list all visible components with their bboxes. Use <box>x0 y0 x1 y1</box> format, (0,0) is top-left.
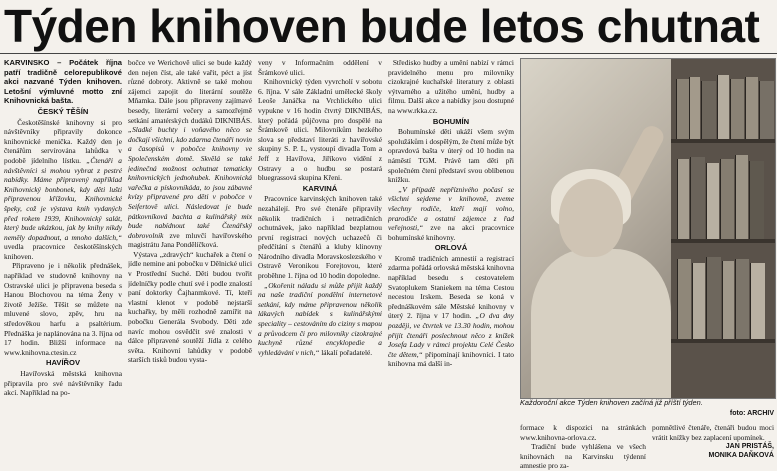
body-text: Havířovská městská knihovna připravila pro své návštěvníky řadu akcí. Například na po- <box>4 369 122 398</box>
body-text: Tradiční bude vyhlášena ve všech knihovnách na Karvinsku týdenní amnestie pro za- <box>520 442 646 471</box>
body-text: Bohumínské děti ukáží všem svým spolužákům i dospělým, že čtení může být opravdová bašta v úterý od 10 hodin na náměstí TGM. Právě tam děti při společném čtení představí svou oblíbenou knížku. <box>388 127 514 185</box>
headline: Týden knihoven bude letos chutnat <box>4 0 760 52</box>
author-name: JAN PRISTÁŠ, <box>725 443 774 451</box>
body-text: Kromě tradičních amnestií a registrací zdarma pořádá orlovská městská knihovna například besedu s cestovatelem Svatoplukem Staniekem na téma Cestou necestou Irskem. Beseda se koná v přednáškovém sále Městské knihovny v úterý 2. října v 17 hodin. <box>388 253 514 321</box>
body-text: formace k dispozici na stránkách www.knihovna-orlova.cz. <box>520 423 646 442</box>
body-text: lákalí pořadatelé. <box>321 347 373 357</box>
book <box>690 157 705 239</box>
book <box>677 259 691 339</box>
column-2 <box>128 58 252 470</box>
body-text: Připraveno je i několik přednášek, například ve studovně knihovny na Ostravské ulici je připravena beseda s Hanou Blochovou na téma Ženy v životě Ježíše. Těšit se můžete na mluvené slovo, zpěv, hru na středověkou harfu a psaltérium. Přednáška je naplánována na 3. října od 17 hodin. Bližší informace na www.knihovna.ctesin.cz <box>4 261 122 357</box>
book <box>706 257 721 339</box>
person-face <box>559 179 623 257</box>
bottom-column-1 <box>520 423 646 471</box>
article-photo <box>520 58 776 399</box>
body-text: pomnětlivé čtenáře, čtenáři budou moci vrátit knížky bez zaplacení upomínek. <box>652 423 774 442</box>
quote-text: „Okořenit náladu si může přijít každý na naše tradiční pondělní internetové setkání, kdy máme připravenou několik lákavých nabídek s kulinářskými speciality – cestováním do ciziny s mapou a průvodcem či pro milovníky cizokrajné kuchyně různé encyklopedie a vyhledávání v nich,“ <box>258 280 382 357</box>
book <box>759 81 774 139</box>
quote-text: „Čtenáři a návštěvníci si mohou vybrat z pestré nabídky. Máme připravený například Knihovnický bonbonek, kdy děti luští připravenou křížovku, Knihovnické špeky, což je výstava knih vydaných před rokem 1939, Knihovnický salát, který bude ukázkou, jak by knihy nikdy neměly dopadnout, a mnoho dalších,“ <box>4 155 122 242</box>
book <box>706 163 719 239</box>
book <box>750 263 765 339</box>
body-text: zve na akci pracovnice bohumínské knihovny. <box>388 223 514 242</box>
book <box>720 159 734 239</box>
body-text: Výstava „zdravých“ kuchařek a čtení o jídle nemine ani pobočku v Dělnické ulici v Prostřední Suché. Děti budou tvořit jídelníčky podle chutí své i podle znalostí paní doktorky Čajhanmkové. Tí, kteří vlastní klenot v podobě nejstarší kuchařky, by měli rozhodně zamířit na pobočku Generála Svobody. Děti zde navíc mohou osvědčit své znalosti v dálce připravené soutěží Jídla z celého světa. Knihovní lahůdky v podobě starších tisků budou vysta- <box>128 249 252 365</box>
shelf-board <box>671 339 775 343</box>
column-1 <box>4 58 122 470</box>
author-name: MONIKA DAŇKOVÁ <box>708 452 774 460</box>
person-body <box>531 249 671 399</box>
shelf-board <box>671 139 775 143</box>
quote-text: „V případě nepříznivého počasí se všichni sejdeme v knihovně, zveme všechny rodiče, kteří mají volno, prarodiče a ostatní zájemce z řad veřejnosti,“ <box>388 184 514 233</box>
book <box>730 79 744 139</box>
body-text: připomínají knihovníci. I tato knihovna má další in- <box>388 349 514 369</box>
headline-rule <box>0 53 777 54</box>
photo-caption: Každoroční akce Týden knihoven začíná již příští týden. <box>520 398 703 407</box>
section-heading-havirov: HAVÍŘOV <box>45 358 81 368</box>
body-text: Pracovníce karvinských knihoven také nezahálejí. Pro své čtenáře připravily několik tradičních i netradičních ochutnávek, jako například bezplatnou první registraci nových uchazečů či předčítání s čtenářů a kluby klinovny Národního divadla Moravskoslezského v Ostravě Veronikou Forejtovou, které proběhne 1. října od 10 hodin dopoledne. <box>258 194 382 281</box>
book <box>677 159 689 239</box>
section-heading-bohumin: BOHUMÍN <box>432 116 470 126</box>
body-text: uvedla pracovnice českotěšínských knihoven. <box>4 242 122 261</box>
column-3 <box>258 58 382 470</box>
book <box>676 79 689 139</box>
body-text: bočce ve Werichově ulici se bude každý den nejen číst, ale také vařit, péct a jíst různé dobroty. Aktivně se také mohou zájemci zapojit do literární soutěže Mňamka. Dále jsou připraveny zajímavé besedy, literární večery a samozřejmě setkání amatérských dudáků DIKNIBÁS. <box>128 58 252 125</box>
body-text: Knihovnický týden vyvrcholí v sobotu 6. října. V sále Základní umělecké školy Leoše Janáčka na Vrchlického ulici vypukne v 16 hodin čtvrtý DIKNIBÁS, který pořádá půjčovna pro dospělé na Šrámkově ulici. Milovníkům hezkého slova se představí literáti z havířovské skupiny S. P. L, vystoupí divadla Tom a Jeff z Havířova, Jiříkovo vidění z Ostravy a o hudbu se postará bluegrassová skupina Křeni. <box>258 77 382 183</box>
book <box>745 77 758 139</box>
body-text: Českotěšínské knihovny si pro návštěvníky připravily dokonce knihovnické menička. Každý den je čtenářům servírována lahůdka v podobě jídelního lístku. <box>4 117 122 165</box>
book <box>722 261 734 339</box>
section-heading-cesky-tesin: ČESKÝ TĚŠÍN <box>37 106 89 116</box>
book <box>692 263 705 339</box>
shelf-board <box>671 239 775 243</box>
book <box>749 161 764 239</box>
body-text: veny v Informačním oddělení v Šrámkové ulici. <box>258 58 382 77</box>
lead-paragraph: KARVINSKO – Počátek října patří tradičně celorepublikové akci nazvané Týden knihoven. Letošní výmluvné motto zní Knihovnická bašta. <box>4 58 122 106</box>
book <box>717 75 729 139</box>
quote-text: „O dva dny později, ve čtvrtek ve 13.30 hodin, mohou přijít čtenáři poslechnout něco z knížek Josefa Lady v rámci projektu Celé Česko čte dětem,“ <box>388 311 514 359</box>
column-4 <box>388 58 514 470</box>
body-text: Středisko hudby a umění nabízí v rámci pravidelného menu pro milovníky cizokrajné kuchařské literatury z oblasti výtvarného a užitého umění, hudby a filmu. Další akce a nabídky jsou dostupné na www.rkka.cz. <box>388 58 514 115</box>
book <box>735 155 748 239</box>
book <box>689 77 700 139</box>
bottom-column-2 <box>652 423 774 460</box>
body-text: zve mluvčí havířovského magistrátu Jana Pondělíčková. <box>128 230 252 250</box>
quote-text: „Sladké buchty i voňavého něco se dočkají všichni, kdo zdarma čtenáři novin a časopisů v pobočce knihovny ve Společenském domě. Skvělá se také jedinečná možnost ochutnat tematicky knihovnických jednohubek. Knihovnická vařečka a pískovníkáda, to jsou zábavné kvízy připravené pro děti v pobočce v Seifertově ulici. Následovat je bude pátkovníková bachta a kulinářský mix bude nabídnout také Čtenářský dobrovolník <box>128 125 252 240</box>
author-byline <box>652 442 774 460</box>
section-heading-karvina: KARVINÁ <box>302 183 338 193</box>
photo-credit: foto: ARCHIV <box>729 410 774 417</box>
book <box>701 81 716 139</box>
section-heading-orlova: ORLOVÁ <box>434 243 468 253</box>
book <box>735 259 749 339</box>
